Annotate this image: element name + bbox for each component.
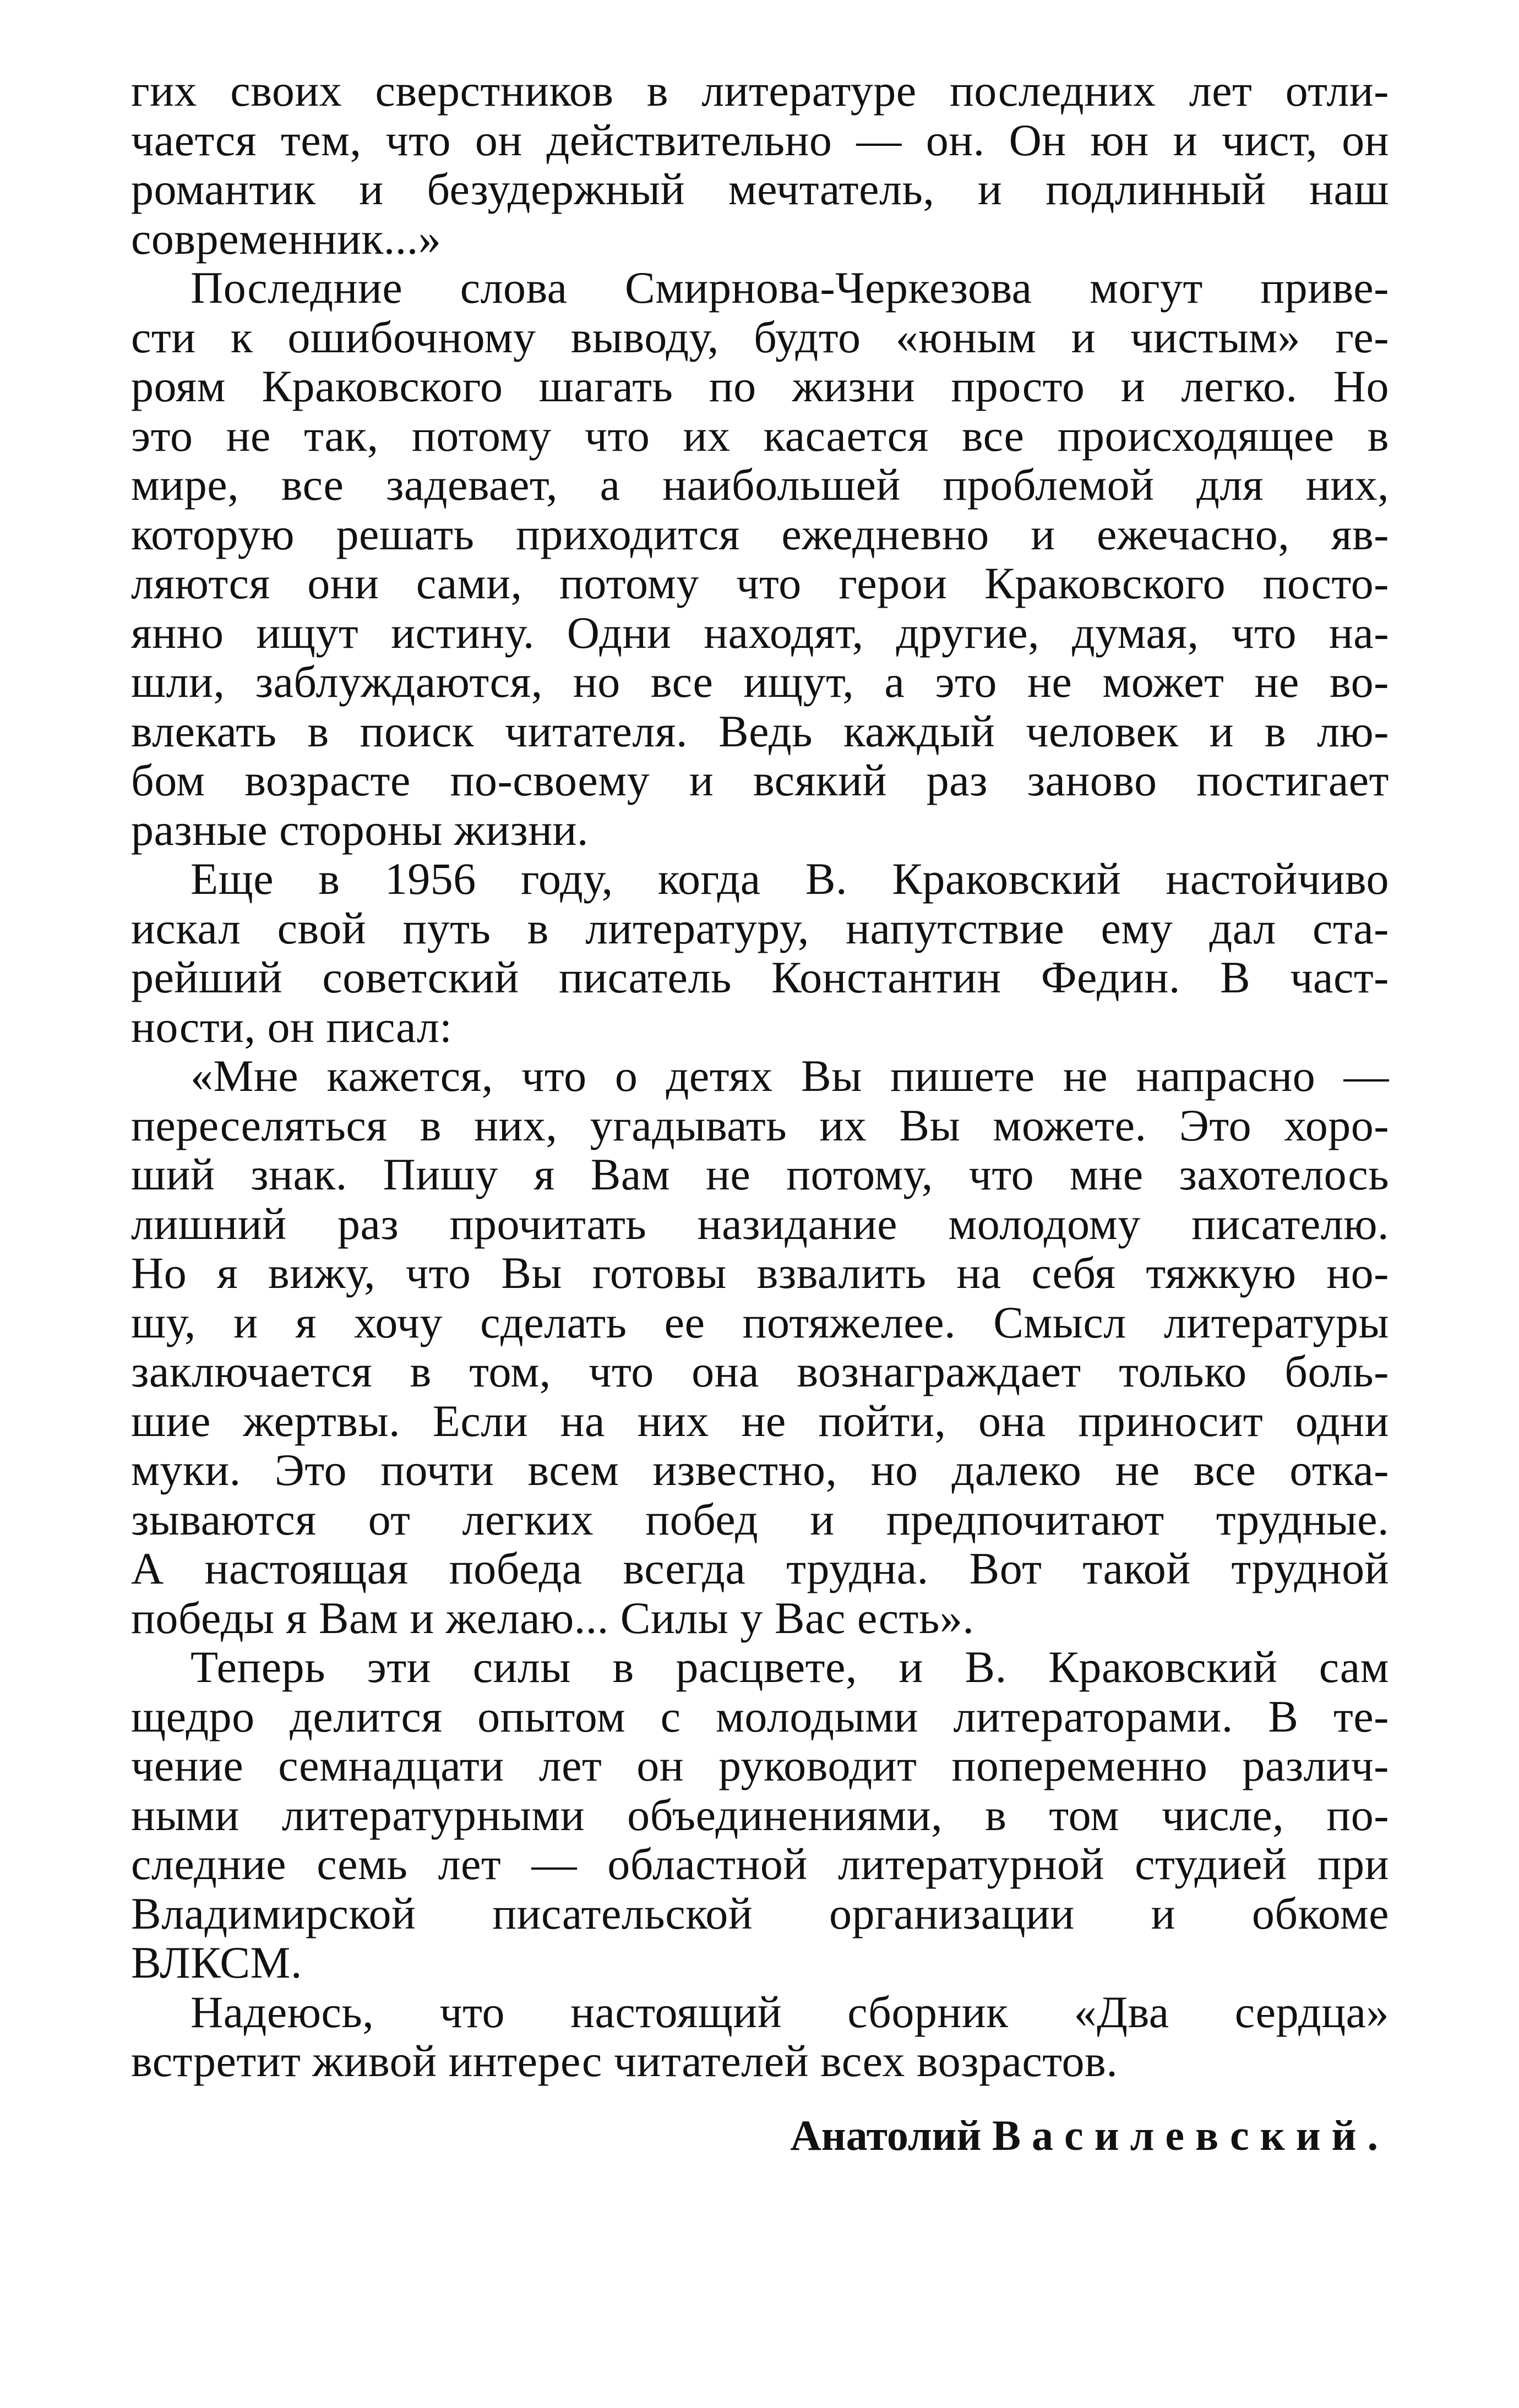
text-line: роям Краковского шагать по жизни просто и легко. Но bbox=[131, 361, 1389, 411]
text-line: это не так, потому что их касается все происходящее в bbox=[131, 410, 1389, 461]
text-line: заключается в том, что она вознаграждает только боль- bbox=[131, 1346, 1389, 1396]
text-line: победы я Вам и желаю... Силы у Вас есть». bbox=[131, 1592, 974, 1643]
text-line: шие жертвы. Если на них не пойти, она приносит одни bbox=[131, 1395, 1389, 1446]
text-line: ности, он писал: bbox=[131, 1001, 453, 1052]
text-line: Последние слова Смирнова-Черкезова могут приве- bbox=[190, 263, 1389, 313]
text-line: переселяться в них, угадывать их Вы можете. Это хоро- bbox=[131, 1100, 1389, 1150]
text-line: разные стороны жизни. bbox=[131, 804, 589, 855]
text-line: ВЛКСМ. bbox=[131, 1937, 302, 1987]
text-line: встретит живой интерес читателей всех возрастов. bbox=[131, 2036, 1118, 2086]
text-line: следние семь лет — областной литературной студией при bbox=[131, 1839, 1389, 1889]
text-line: ший знак. Пишу я Вам не потому, что мне захотелось bbox=[131, 1149, 1389, 1199]
paragraph bbox=[131, 263, 1389, 854]
text-line: ными литературными объединениями, в том числе, по- bbox=[131, 1789, 1389, 1840]
paragraph bbox=[131, 66, 1389, 263]
text-line: Владимирской писательской организации и обкоме bbox=[131, 1888, 1389, 1939]
paragraph bbox=[131, 1051, 1389, 1642]
text-line: Надеюсь, что настоящий сборник «Два сердца» bbox=[190, 1986, 1389, 2037]
text-column bbox=[131, 66, 1389, 2086]
text-line: Но я вижу, что Вы готовы взвалить на себя тяжкую но- bbox=[131, 1248, 1389, 1298]
text-line: которую решать приходится ежедневно и ежечасно, яв- bbox=[131, 509, 1389, 559]
text-line: щедро делится опытом с молодыми литераторами. В те- bbox=[131, 1691, 1389, 1741]
text-line: влекать в поиск читателя. Ведь каждый человек и в лю- bbox=[131, 706, 1389, 756]
text-line: шли, заблуждаются, но все ищут, а это не может не во- bbox=[131, 657, 1389, 707]
text-line: бом возрасте по-своему и всякий раз заново постигает bbox=[131, 755, 1389, 805]
text-line: Еще в 1956 году, когда В. Краковский настойчиво bbox=[190, 854, 1389, 904]
author-signature bbox=[790, 2111, 1389, 2160]
text-line: А настоящая победа всегда трудна. Вот такой трудной bbox=[131, 1543, 1389, 1593]
author-first-name: Анатолий bbox=[790, 2111, 982, 2159]
text-line: мире, все задевает, а наибольшей проблемой для них, bbox=[131, 460, 1389, 510]
text-line: «Мне кажется, что о детях Вы пишете не напрасно — bbox=[190, 1051, 1389, 1101]
text-line: искал свой путь в литературу, напутствие ему дал ста- bbox=[131, 903, 1389, 953]
paragraph bbox=[131, 854, 1389, 1051]
paragraph bbox=[131, 1642, 1389, 1987]
text-line: муки. Это почти всем известно, но далеко не все отка- bbox=[131, 1445, 1389, 1495]
text-line: современник...» bbox=[131, 213, 442, 264]
text-line: лишний раз прочитать назидание молодому писателю. bbox=[131, 1198, 1389, 1249]
text-line: романтик и безудержный мечтатель, и подлинный наш bbox=[131, 164, 1389, 214]
text-line: янно ищут истину. Одни находят, другие, думая, что на- bbox=[131, 607, 1389, 658]
text-line: ляются они сами, потому что герои Краковского посто- bbox=[131, 558, 1389, 608]
text-line: гих своих сверстников в литературе последних лет отли- bbox=[131, 65, 1389, 116]
author-last-name: Василевский. bbox=[992, 2111, 1389, 2159]
text-line: сти к ошибочному выводу, будто «юным и чистым» ге- bbox=[131, 312, 1389, 362]
paragraph bbox=[131, 1987, 1389, 2086]
text-line: чается тем, что он действительно — он. Он юн и чист, он bbox=[131, 114, 1389, 165]
text-line: зываются от легких побед и предпочитают трудные. bbox=[131, 1494, 1389, 1544]
text-line: Теперь эти силы в расцвете, и В. Краковский сам bbox=[190, 1642, 1389, 1692]
text-line: рейший советский писатель Константин Федин. В част- bbox=[131, 952, 1389, 1002]
text-line: шу, и я хочу сделать ее потяжелее. Смысл литературы bbox=[131, 1297, 1389, 1347]
text-line: чение семнадцати лет он руководит попеременно различ- bbox=[131, 1740, 1389, 1790]
